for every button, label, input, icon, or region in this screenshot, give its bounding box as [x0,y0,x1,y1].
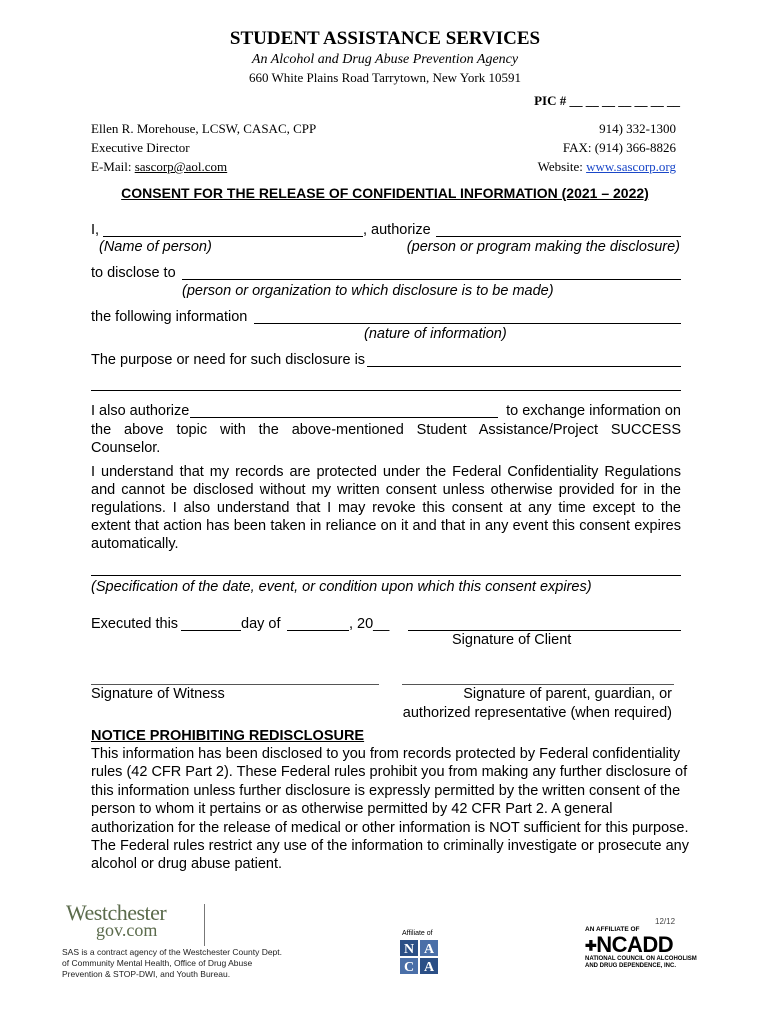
sas-note-line3: Prevention & STOP-DWI, and Youth Bureau. [62,969,231,979]
naca-letter-n: N [403,942,415,957]
parent-signature-label-1: Signature of parent, guardian, or [463,686,672,702]
website-label: Website: [537,159,587,174]
ncadd-sub-line2: AND DRUG DEPENDENCE, INC. [585,963,677,969]
director-title: Executive Director [91,140,190,155]
also-authorize-field[interactable] [190,417,498,418]
website-line [538,157,676,176]
logo-divider [204,904,205,946]
website-link[interactable]: www.sascorp.org [586,159,676,174]
executed-month-field[interactable] [287,630,349,631]
i-label: I, [91,222,100,238]
expiry-hint: (Specification of the date, event, or condition upon which this consent expires) [91,579,592,595]
email-label: E-Mail: [91,159,135,174]
parent-signature-field[interactable] [402,684,674,685]
naca-letter-c: C [403,960,415,975]
naca-letter-a2: A [423,960,435,975]
disclose-to-field[interactable] [182,279,681,280]
disclosing-program-field[interactable] [436,236,681,237]
notice-title: NOTICE PROHIBITING REDISCLOSURE [91,728,365,744]
email-link[interactable]: sascorp@aol.com [134,159,228,174]
disclosing-program-hint: (person or program making the disclosure) [406,239,680,255]
expiry-field[interactable] [91,575,681,576]
agency-subtitle: An Alcohol and Drug Abuse Prevention Agency [251,52,519,67]
pic-number-field[interactable]: PIC # __ __ __ __ __ __ __ [534,93,680,108]
client-signature-label: Signature of Client [452,632,572,648]
naca-letter-a1: A [423,942,435,957]
ncadd-subtitle [585,956,697,970]
purpose-field-continued[interactable] [91,390,681,391]
also-authorize-label: I also authorize [91,403,190,419]
witness-signature-label: Signature of Witness [91,686,225,702]
ncadd-affiliate-label: AN AFFILIATE OF [585,926,640,933]
westchester-logo-line2: gov.com [96,920,158,940]
ncadd-emblem-icon: ✚ [585,937,597,954]
information-hint: (nature of information) [364,326,507,342]
director-name: Ellen R. Morehouse, LCSW, CASAC, CPP [91,121,317,136]
director-block [91,119,316,176]
understand-paragraph: I understand that my records are protected under the Federal Confidentiality Regulations and cannot be disclosed without my written consent unless otherwise provided for in the regulations. I also understand that I may revoke this consent at any time except to the extent that action has been taken in reliance on it and that in any event this consent expires automatically. [91,464,681,552]
witness-signature-field[interactable] [91,684,379,685]
agency-address: 660 White Plains Road Tarrytown, New York 10591 [249,70,521,85]
information-field[interactable] [254,323,681,324]
naca-logo [398,938,440,976]
consent-title: CONSENT FOR THE RELEASE OF CONFIDENTIAL INFORMATION (2021 – 2022) [121,185,649,201]
exchange-continuation: the above topic with the above-mentioned Student Assistance/Project SUCCESS Counselor. [91,422,681,456]
purpose-label: The purpose or need for such disclosure is [91,352,366,368]
ncadd-logo-text: NCADD [596,932,674,957]
purpose-field[interactable] [367,366,681,367]
email-line [91,157,316,176]
day-of-label: day of [241,616,281,632]
ncadd-logo [585,932,673,958]
name-of-person-field[interactable] [103,236,363,237]
information-label: the following information [91,309,248,325]
notice-text: This information has been disclosed to you from records protected by Federal confidentiality rules (42 CFR Part 2). These Federal rules prohibit you from making any further disclosure of this information unless further disclosure is expressly permitted by the written consent of the person to whom it pertains or as otherwise permitted by 42 CFR Part 2. A general authorization for the release of medical or other information is NOT sufficient for this purpose. The Federal rules restrict any use of the information to criminally investigate or prosecute any alcohol or drug abuse patient. [91,746,689,873]
ncadd-sub-line1: NATIONAL COUNCIL ON ALCOHOLISM [585,956,697,962]
westchester-logo [66,900,167,940]
executed-day-field[interactable] [181,630,241,631]
page-mark: 12/12 [655,917,676,926]
client-signature-field[interactable] [408,630,681,631]
affiliate-label: Affiliate of [402,930,433,937]
sas-note-line2: of Community Mental Health, Office of Drug Abuse [62,958,253,968]
sas-contract-note [62,947,282,980]
contact-block [538,119,676,176]
sas-note-line1: SAS is a contract agency of the Westchester County Dept. [62,947,283,957]
agency-title: STUDENT ASSISTANCE SERVICES [229,28,541,49]
parent-signature-label-2: authorized representative (when required) [402,705,672,721]
disclose-to-hint: (person or organization to which disclosure is to be made) [182,283,554,299]
phone-number: 914) 332-1300 [599,121,676,136]
authorize-label: , authorize [363,222,431,238]
westchester-logo-line1: Westchester [66,900,167,925]
fax-number: FAX: (914) 366-8826 [562,140,676,155]
year-label: , 20__ [349,616,390,632]
executed-label: Executed this [91,616,179,632]
exchange-label: to exchange information on [506,403,681,419]
disclose-to-label: to disclose to [91,265,176,281]
name-of-person-hint: (Name of person) [99,239,212,255]
